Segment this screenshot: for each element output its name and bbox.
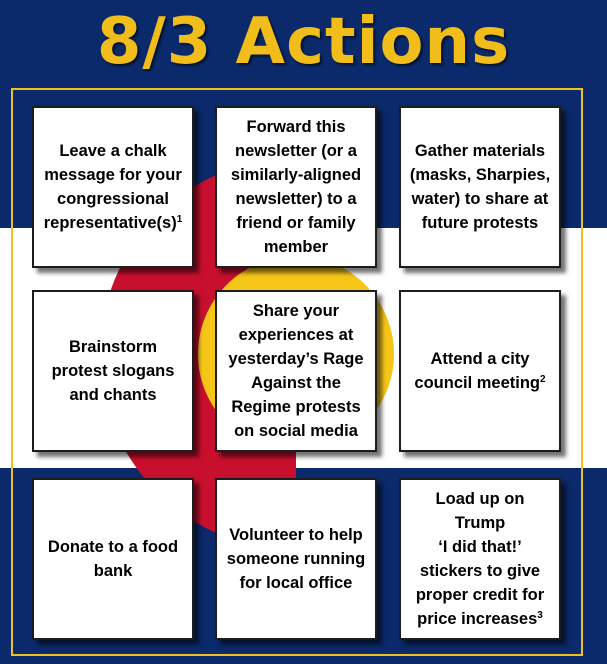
footnote-marker: 2 [540,374,546,385]
action-text: Volunteer to help someone running for local office [226,526,366,592]
action-cell [215,478,377,640]
action-cell [215,106,377,268]
action-cell [215,290,377,452]
action-text: Forward this newsletter (or a similarly-aligned newsletter) to a friend or family member [230,118,362,256]
page-title: 8/3 Actions [96,5,511,79]
action-text: Leave a chalk message for your congressional $representative(s)^1$ [43,142,183,232]
action-cell [32,290,194,452]
action-text: Share your experiences at yesterday’s Rage Against the Regime protests on social media [228,302,364,440]
action-text: Gather materials (masks, Sharpies, water) to share at future protests [409,142,551,232]
action-cell [32,478,194,640]
action-text: Attend a city council meeting$^2$ [414,350,546,392]
action-text: Brainstorm protest slogans and chants [51,338,175,404]
action-cell [399,106,561,268]
action-cell [399,478,561,640]
action-text: Load up on Trump ‘I did that!’ stickers to give proper credit for price increases$^3$ [415,490,545,628]
action-text: Donate to a food bank [47,538,179,580]
action-cell [32,106,194,268]
footnote-marker: 1 [176,214,183,225]
footnote-marker: 3 [537,610,543,621]
action-cell [399,290,561,452]
